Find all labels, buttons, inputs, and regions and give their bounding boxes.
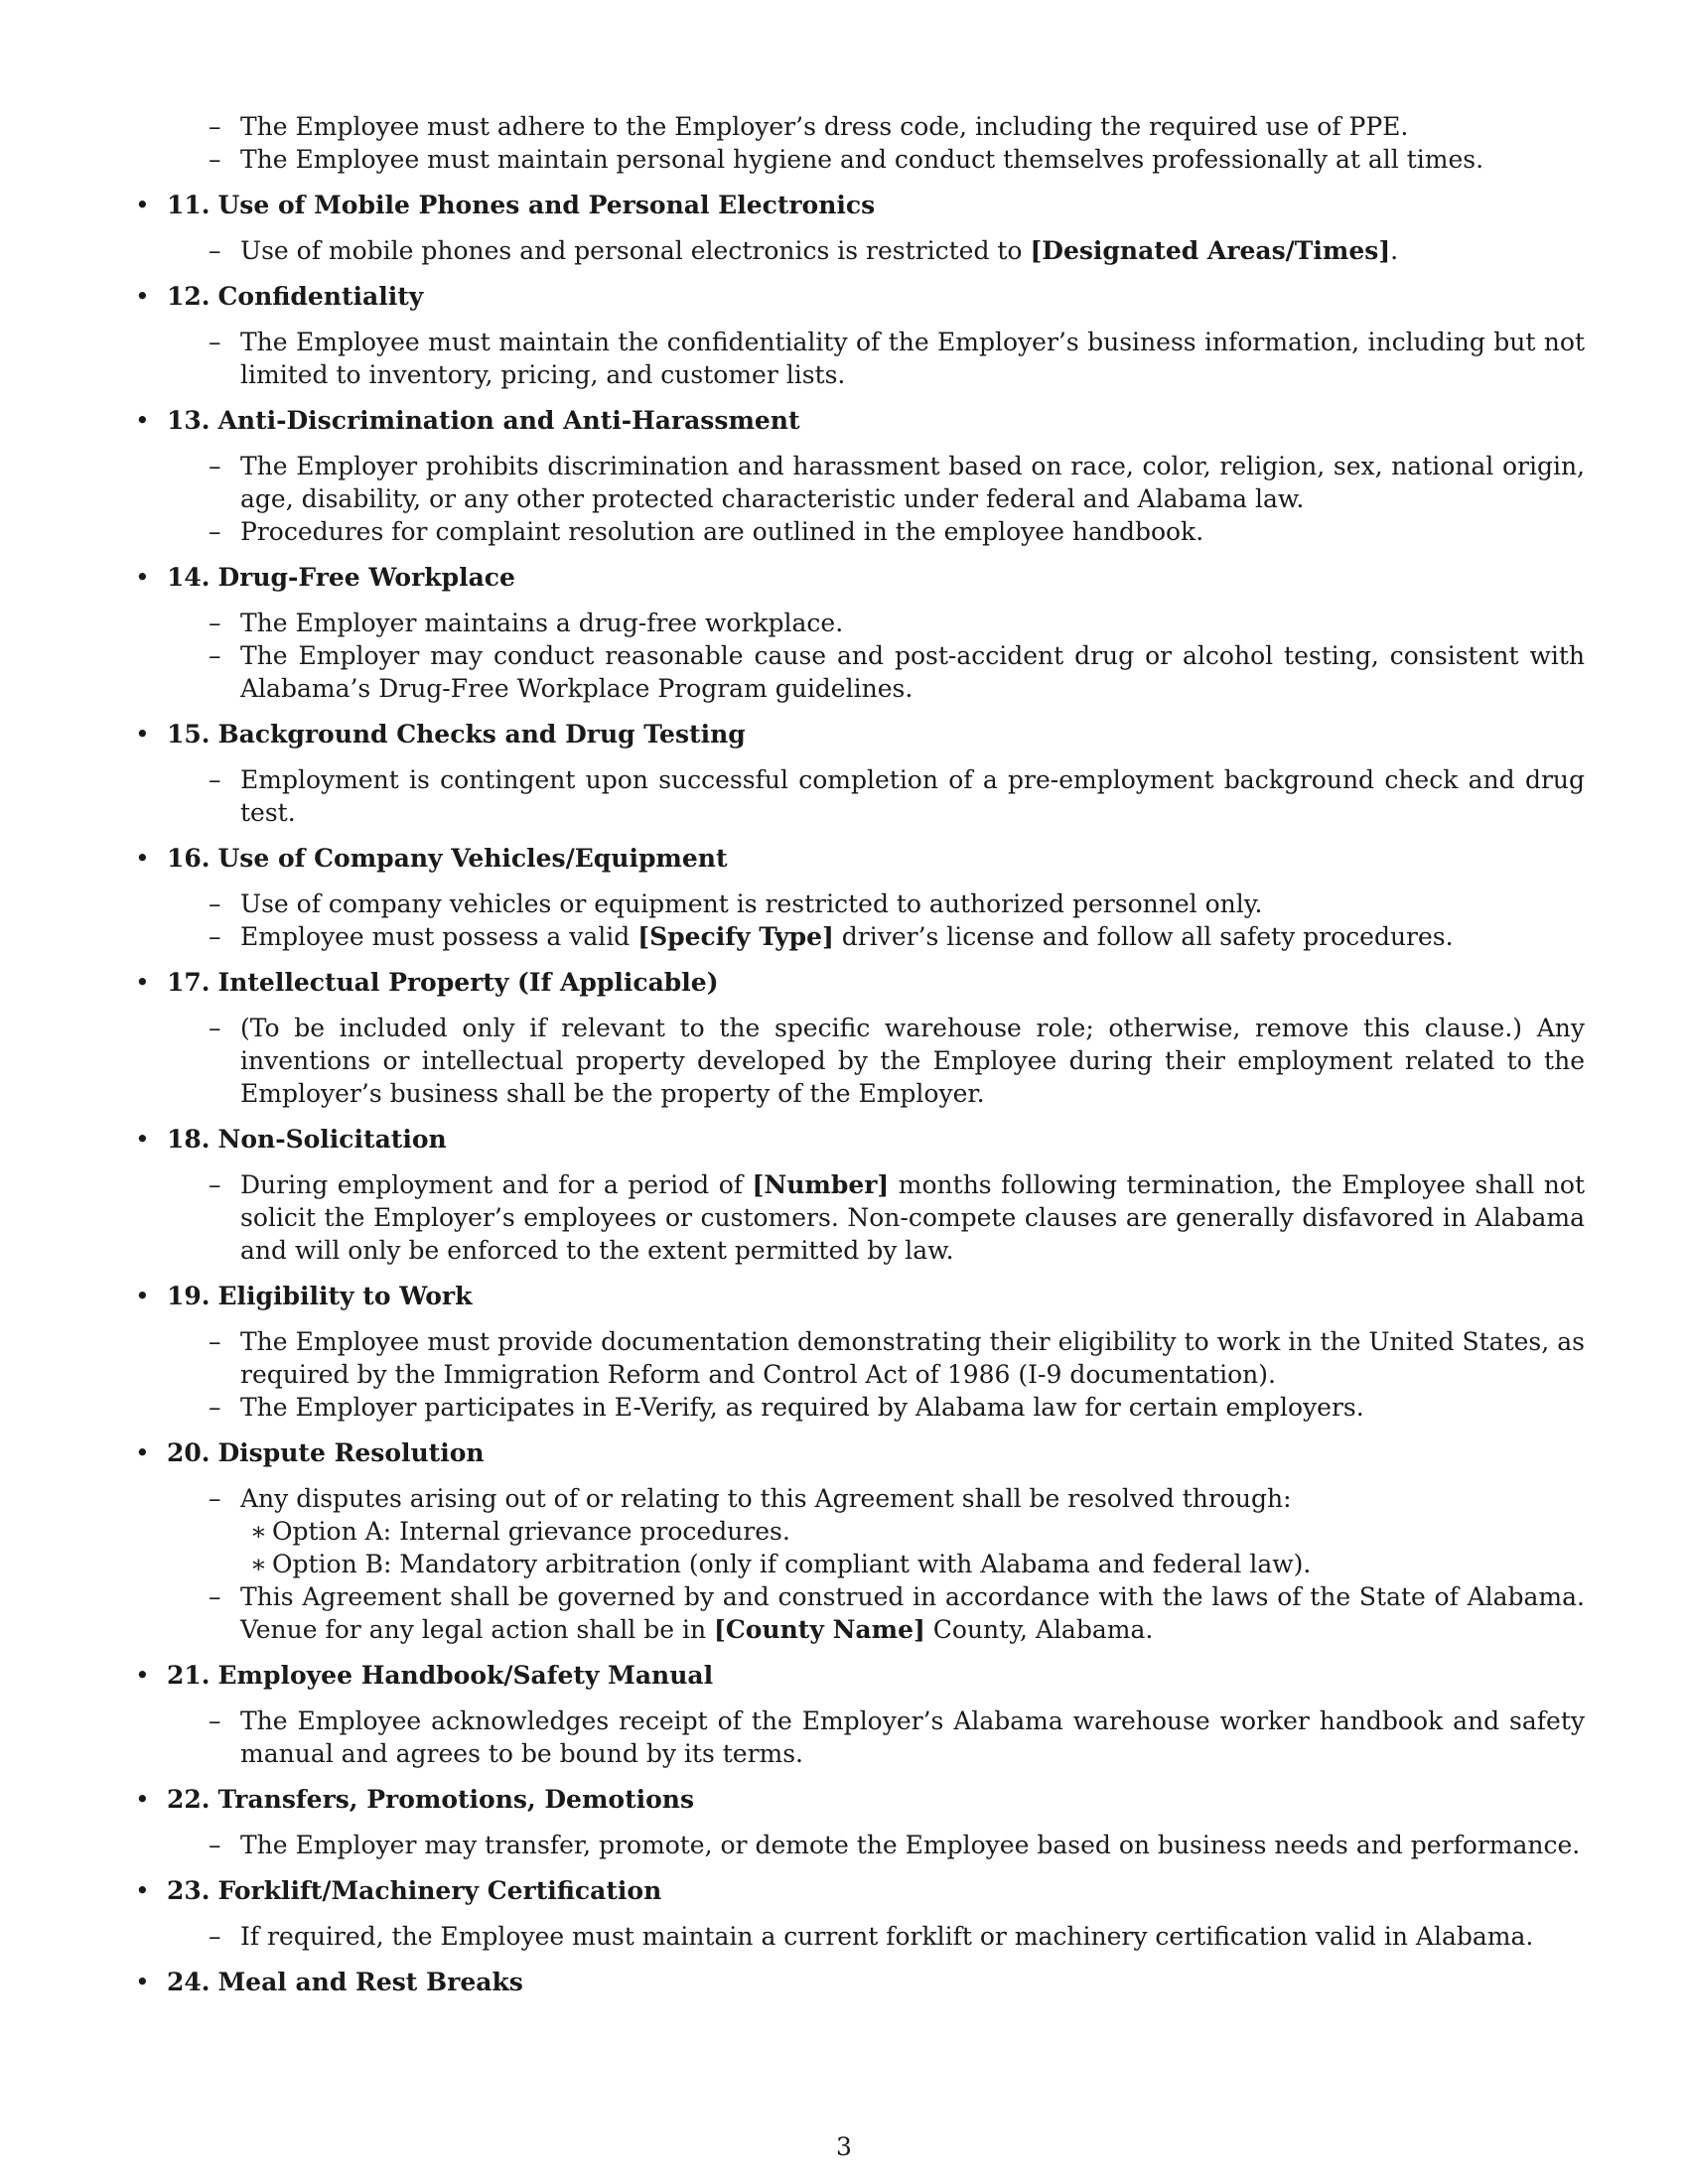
section-heading [135,1436,1585,1469]
section-number: 13. [167,406,211,435]
item-list [209,1482,1585,1646]
dash-marker: – [209,452,221,480]
section-number: 15. [167,720,211,749]
placeholder-field: [Designated Areas/Times] [1030,236,1391,265]
bullet-marker: • [135,1785,150,1814]
dash-marker: – [209,112,221,141]
item-text: Employee must possess a valid [240,922,638,951]
section-title: Anti-Discrimination and Anti-Harassment [217,406,800,435]
item-list [209,234,1585,267]
continued-item-list [209,110,1585,176]
sub-item-list [240,1515,1585,1580]
dash-marker: – [209,328,221,356]
section-list [135,189,1585,1998]
bullet-marker: • [135,406,150,435]
bullet-marker: • [135,282,150,311]
section-heading [135,1783,1585,1816]
item-text: . [1390,236,1399,265]
section-11 [135,189,1585,267]
section-number: 11. [167,191,211,219]
list-item [209,1829,1585,1861]
dash-marker: – [209,1922,221,1951]
section-heading [135,1874,1585,1907]
section-number: 12. [167,282,211,311]
section-number: 18. [167,1125,211,1154]
section-number: 16. [167,844,211,873]
dash-marker: – [209,1484,221,1513]
section-13 [135,404,1585,548]
list-item [209,143,1585,176]
bullet-marker: • [135,1968,150,1996]
bullet-marker: • [135,563,150,592]
item-text: During employment and for a period of [240,1170,753,1199]
section-14 [135,561,1585,705]
dash-marker: – [209,1327,221,1356]
item-text: The Employee must provide documentation demonstrating their eligibility to work in the United States, as required by the Immigration Reform and Control Act of 1986 (I-9 documentation). [240,1327,1585,1389]
dash-marker: – [209,1393,221,1422]
section-heading [135,718,1585,751]
section-22 [135,1783,1585,1861]
bullet-marker: • [135,720,150,749]
item-text: This Agreement shall be governed by and construed in accordance with the laws of the State of Alabama. Venue for any legal action shall be in [240,1582,1585,1644]
section-number: 22. [167,1785,211,1814]
section-18 [135,1123,1585,1267]
section-title: Eligibility to Work [217,1282,473,1310]
item-list [209,607,1585,705]
item-text: The Employee must maintain the confidentiality of the Employer’s business information, including but not limited to inventory, pricing, and customer lists. [240,328,1585,389]
section-title: Use of Mobile Phones and Personal Electronics [217,191,876,219]
section-number: 21. [167,1661,211,1690]
section-title: Dispute Resolution [217,1438,485,1467]
list-item [209,1325,1585,1391]
section-heading [135,842,1585,875]
list-item [209,450,1585,515]
dash-marker: – [209,922,221,951]
bullet-marker: • [135,1125,150,1154]
list-item [209,607,1585,639]
list-item [209,234,1585,267]
dash-marker: – [209,1706,221,1735]
dash-marker: – [209,609,221,637]
item-list [209,1325,1585,1424]
section-number: 23. [167,1876,211,1905]
placeholder-field: [County Name] [714,1615,925,1644]
section-title: Transfers, Promotions, Demotions [217,1785,695,1814]
item-text: The Employee acknowledges receipt of the Employer’s Alabama warehouse worker handbook and safety manual and agrees to be bound by its terms. [240,1706,1585,1768]
list-item [209,1920,1585,1953]
item-text: County, Alabama. [924,1615,1154,1644]
section-number: 20. [167,1438,211,1467]
section-15 [135,718,1585,829]
list-item [209,1482,1585,1515]
dash-marker: – [209,1170,221,1199]
placeholder-field: [Number] [752,1170,890,1199]
item-text: Use of company vehicles or equipment is restricted to authorized personnel only. [240,889,1263,918]
section-title: Drug-Free Workplace [217,563,515,592]
section-number: 14. [167,563,211,592]
item-text: months following termination, the Employee shall not solicit the Employer’s employees or customers. Non-compete clauses are generally disfavored in Alabama and will only be enforced to the extent permitted by law. [240,1170,1586,1265]
section-title: Meal and Rest Breaks [217,1968,523,1996]
list-item [209,639,1585,705]
item-text: The Employee must adhere to the Employer’s dress code, including the required use of PPE. [240,112,1409,141]
section-12 [135,280,1585,391]
section-title: Intellectual Property (If Applicable) [217,968,719,997]
dash-marker: – [209,1582,221,1611]
star-marker: ∗ [250,1517,267,1546]
section-24 [135,1966,1585,1998]
list-item [209,887,1585,920]
dash-marker: – [209,145,221,174]
dash-marker: – [209,641,221,670]
item-text: If required, the Employee must maintain a current forklift or machinery certification valid in Alabama. [240,1922,1534,1951]
dash-marker: – [209,517,221,546]
bullet-marker: • [135,1438,150,1467]
section-number: 19. [167,1282,211,1310]
item-list [209,763,1585,829]
sub-item-text: Option A: Internal grievance procedures. [272,1517,790,1546]
section-title: Use of Company Vehicles/Equipment [217,844,728,873]
item-list [209,887,1585,953]
item-text: The Employer prohibits discrimination and harassment based on race, color, religion, sex, national origin, age, disability, or any other protected characteristic under federal and Alabama law. [240,452,1585,513]
item-text: driver’s license and follow all safety procedures. [833,922,1454,951]
page-number: 3 [836,2132,852,2161]
section-title: Background Checks and Drug Testing [217,720,746,749]
item-text: The Employer may transfer, promote, or demote the Employee based on business needs and performance. [240,1831,1581,1859]
list-item [209,1580,1585,1646]
bullet-marker: • [135,1876,150,1905]
section-heading [135,189,1585,221]
list-item [209,1391,1585,1424]
section-heading [135,1123,1585,1156]
bullet-marker: • [135,191,150,219]
dash-marker: – [209,889,221,918]
item-text: Any disputes arising out of or relating to this Agreement shall be resolved through: [240,1484,1292,1513]
section-number: 24. [167,1968,211,1996]
bullet-marker: • [135,1661,150,1690]
list-item [209,326,1585,391]
sub-list-item [240,1515,1585,1548]
star-marker: ∗ [250,1550,267,1578]
section-23 [135,1874,1585,1953]
list-item [209,920,1585,953]
item-text: The Employee must maintain personal hygiene and conduct themselves professionally at all times. [240,145,1484,174]
sub-item-text: Option B: Mandatory arbitration (only if compliant with Alabama and federal law). [272,1550,1312,1578]
section-16 [135,842,1585,953]
dash-marker: – [209,1831,221,1859]
item-text: Procedures for complaint resolution are outlined in the employee handbook. [240,517,1204,546]
dash-marker: – [209,1014,221,1042]
item-text: The Employer maintains a drug-free workplace. [240,609,844,637]
item-text: Use of mobile phones and personal electronics is restricted to [240,236,1031,265]
item-list [209,1829,1585,1861]
item-text: The Employer participates in E-Verify, as required by Alabama law for certain employers. [240,1393,1364,1422]
section-title: Confidentiality [217,282,424,311]
placeholder-field: [Specify Type] [637,922,834,951]
section-heading [135,966,1585,999]
item-list [209,1012,1585,1110]
item-text: (To be included only if relevant to the specific warehouse role; otherwise, remove this clause.) Any inventions or intellectual property developed by the Employee during their employment related to the Employer’s business shall be the property of the Employer. [240,1014,1585,1108]
item-list [209,1920,1585,1953]
section-heading [135,280,1585,313]
sub-list-item [240,1548,1585,1580]
item-list [209,450,1585,548]
section-heading [135,1966,1585,1998]
bullet-marker: • [135,1282,150,1310]
list-item [209,1705,1585,1770]
section-20 [135,1436,1585,1646]
list-item [209,763,1585,829]
section-title: Non-Solicitation [217,1125,447,1154]
list-item [209,1168,1585,1267]
item-list [209,1705,1585,1770]
section-heading [135,1659,1585,1692]
bullet-marker: • [135,968,150,997]
list-item [209,1012,1585,1110]
section-heading [135,404,1585,437]
item-list [209,326,1585,391]
page-content [135,97,1585,1998]
section-heading [135,1280,1585,1312]
list-item [209,110,1585,143]
section-19 [135,1280,1585,1424]
dash-marker: – [209,765,221,794]
section-title: Employee Handbook/Safety Manual [217,1661,714,1690]
list-item [209,515,1585,548]
item-text: The Employer may conduct reasonable cause and post-accident drug or alcohol testing, consistent with Alabama’s Drug-Free Workplace Program guidelines. [240,641,1585,703]
bullet-marker: • [135,844,150,873]
item-list [209,1168,1585,1267]
dash-marker: – [209,236,221,265]
section-title: Forklift/Machinery Certification [217,1876,662,1905]
section-17 [135,966,1585,1110]
section-heading [135,561,1585,594]
section-number: 17. [167,968,211,997]
section-21 [135,1659,1585,1770]
item-text: Employment is contingent upon successful completion of a pre-employment background check and drug test. [240,765,1585,827]
